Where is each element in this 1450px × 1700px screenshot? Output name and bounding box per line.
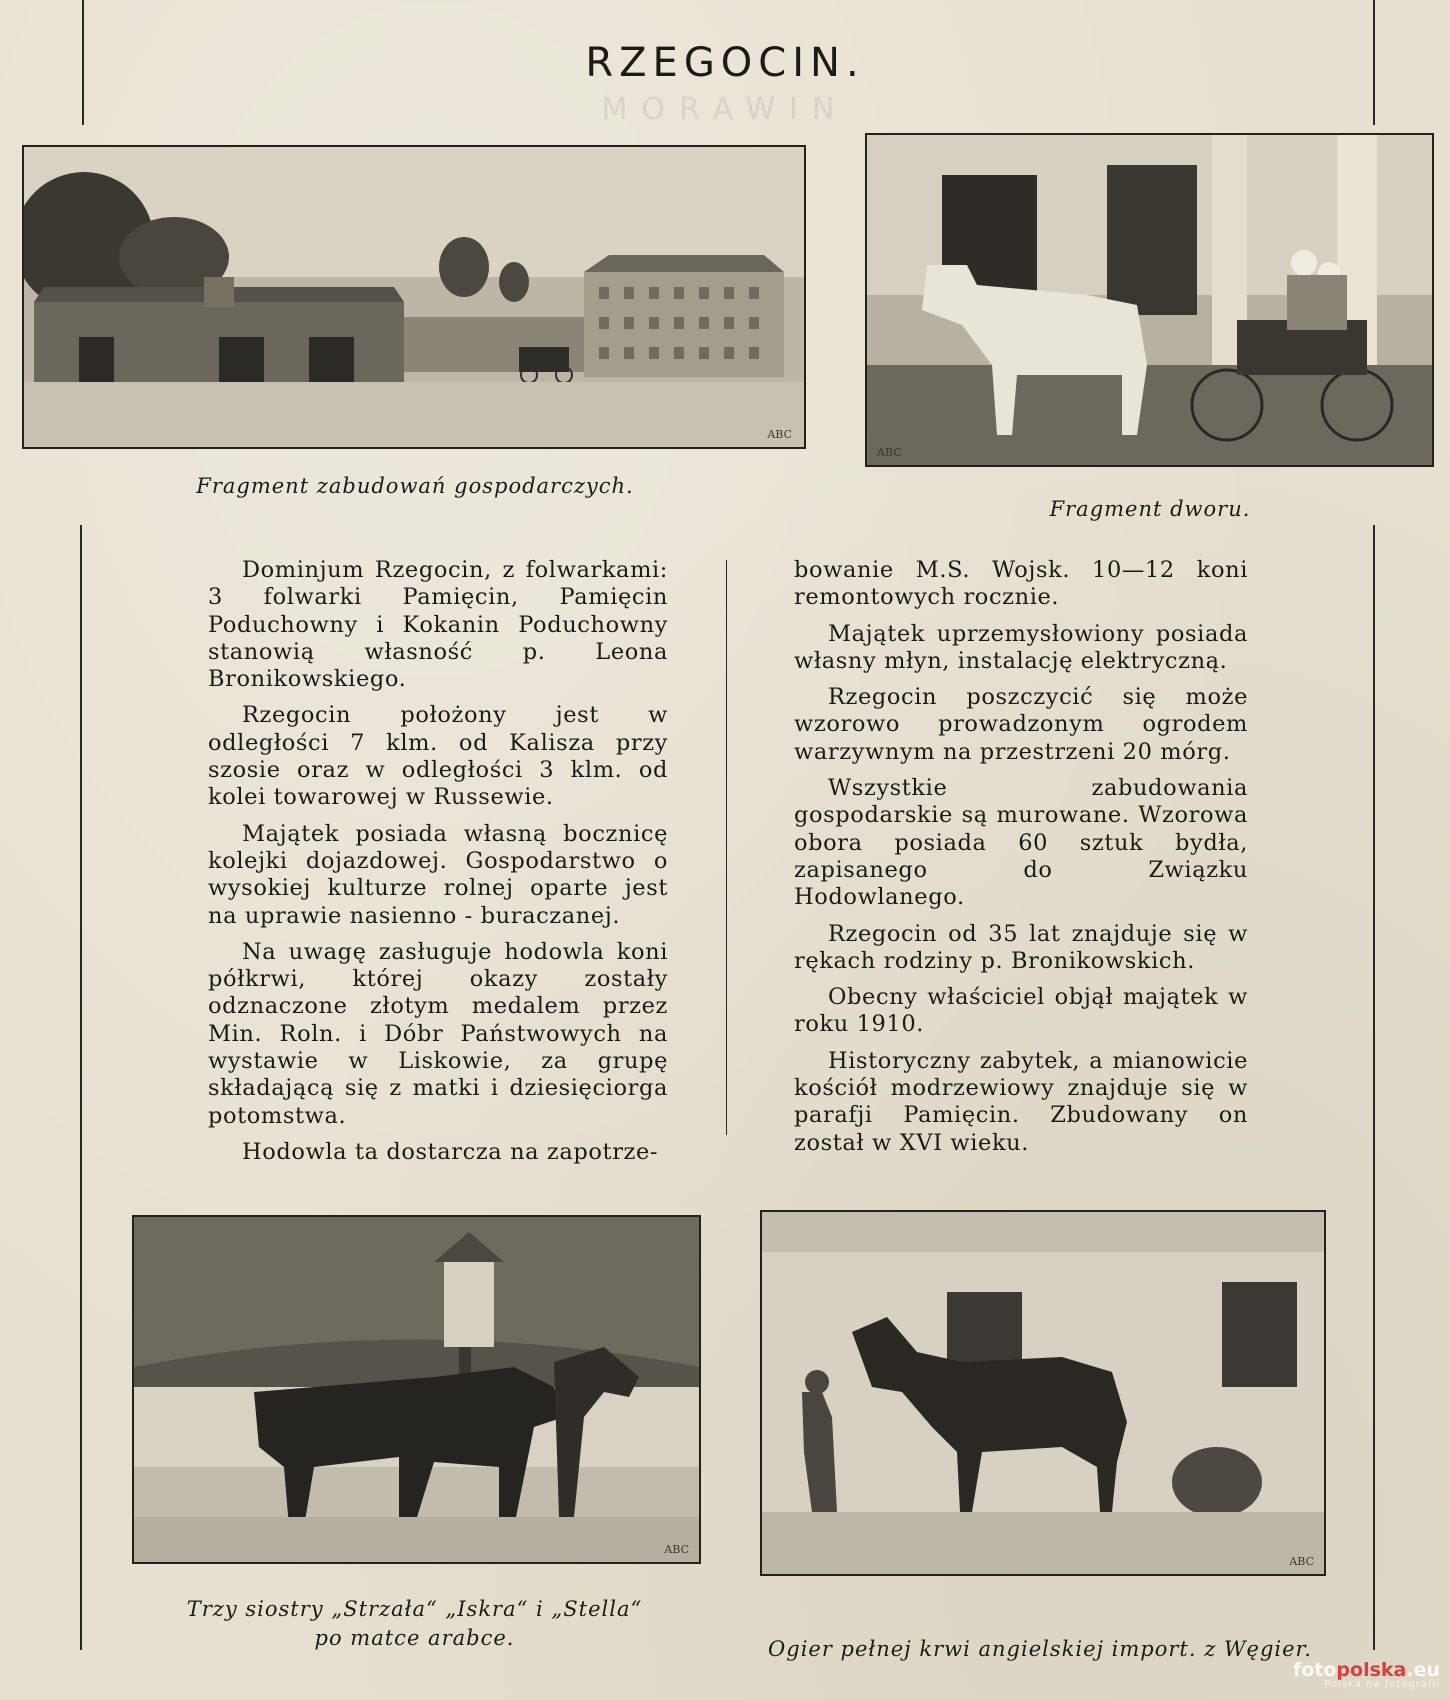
photo-stamp: ABC bbox=[877, 446, 902, 459]
article-paragraph: Wszystkie zabudowania gospodarskie są murowane. Wzorowa obora posiada 60 sztuk bydła, zapisanego do Związku Hodowlanego. bbox=[794, 775, 1248, 911]
watermark-brand-a: foto bbox=[1292, 1659, 1337, 1681]
article-right-column bbox=[794, 557, 1248, 1166]
stallion-photo bbox=[760, 1210, 1326, 1576]
bleed-through-text: MORAWIN bbox=[601, 92, 849, 127]
article-continuation: bowanie M.S. Wojsk. 10—12 koni remontowych rocznie. bbox=[794, 557, 1248, 611]
caption-line: po matce arabce. bbox=[314, 1626, 515, 1651]
article-left-column bbox=[208, 557, 668, 1175]
three-mares-image bbox=[134, 1217, 699, 1562]
article-paragraph: Majątek posiada własną bocznicę kolejki dojazdowej. Gospodarstwo o wysokiej kulturze rolnej oparte jest na uprawie nasienno - buraczanej. bbox=[208, 820, 668, 929]
watermark-brand-c: .eu bbox=[1406, 1659, 1440, 1681]
farm-photo-caption: Fragment zabudowań gospodarczych. bbox=[196, 474, 634, 498]
article-paragraph: Historyczny zabytek, a mianowicie kościół modrzewiowy znajduje się w parafji Pamięcin. Zbudowany on został w XVI wieku. bbox=[794, 1047, 1248, 1156]
stallion-image bbox=[762, 1212, 1324, 1574]
article-paragraph: Rzegocin od 35 lat znajduje się w rękach rodziny p. Bronikowskich. bbox=[794, 920, 1248, 974]
left-margin-rule bbox=[80, 525, 82, 1650]
caption-line: Trzy siostry „Strzała“ „Iskra“ i „Stella“ bbox=[186, 1597, 643, 1621]
article-paragraph: Rzegocin położony jest w odległości 7 klm. od Kalisza przy szosie oraz w odległości 3 klm. od kolei towarowej w Russewie. bbox=[208, 702, 668, 811]
article-paragraph: Rzegocin poszczycić się może wzorowo prowadzonym ogrodem warzywnym na przestrzeni 20 mórg. bbox=[794, 684, 1248, 765]
right-margin-rule bbox=[1373, 525, 1375, 1650]
farm-buildings-image bbox=[24, 147, 804, 447]
watermark-brand bbox=[1293, 1661, 1440, 1680]
page-title: RZEGOCIN. bbox=[585, 40, 865, 86]
stallion-caption: Ogier pełnej krwi angielskiej import. z Węgier. bbox=[768, 1637, 1312, 1661]
photo-stamp: ABC bbox=[767, 428, 792, 441]
column-divider bbox=[726, 560, 727, 1135]
photo-stamp: ABC bbox=[664, 1543, 689, 1556]
manor-photo-caption: Fragment dworu. bbox=[1049, 497, 1251, 521]
watermark bbox=[1293, 1661, 1440, 1690]
article-paragraph: Hodowla ta dostarcza na zapotrze- bbox=[242, 1138, 659, 1165]
article-paragraph: Dominjum Rzegocin, z folwarkami: 3 folwarki Pamięcin, Pamięcin Poduchowny i Kokanin Poduchowny stanowią własność p. Leona Bronikowskiego. bbox=[208, 557, 668, 693]
photo-stamp: ABC bbox=[1289, 1555, 1314, 1568]
manor-photo bbox=[865, 133, 1434, 467]
article-paragraph: Na uwagę zasługuje hodowla koni półkrwi, której okazy zostały odznaczone złotym medalem przez Min. Roln. i Dóbr Państwowych na wystawie w Liskowie, za grupę składającą się z matki i dziesięciorga potomstwa. bbox=[208, 938, 668, 1129]
watermark-tagline: Polska na fotografii bbox=[1324, 1679, 1440, 1690]
article-paragraph: Majątek uprzemysłowiony posiada własny młyn, instalację elektryczną. bbox=[794, 620, 1248, 674]
farm-buildings-photo bbox=[22, 145, 806, 449]
three-mares-photo bbox=[132, 1215, 701, 1564]
article-paragraph: Obecny właściciel objął majątek w roku 1910. bbox=[794, 984, 1248, 1038]
manor-image bbox=[867, 135, 1432, 465]
watermark-brand-b: polska bbox=[1336, 1659, 1407, 1681]
three-mares-caption bbox=[132, 1595, 697, 1654]
